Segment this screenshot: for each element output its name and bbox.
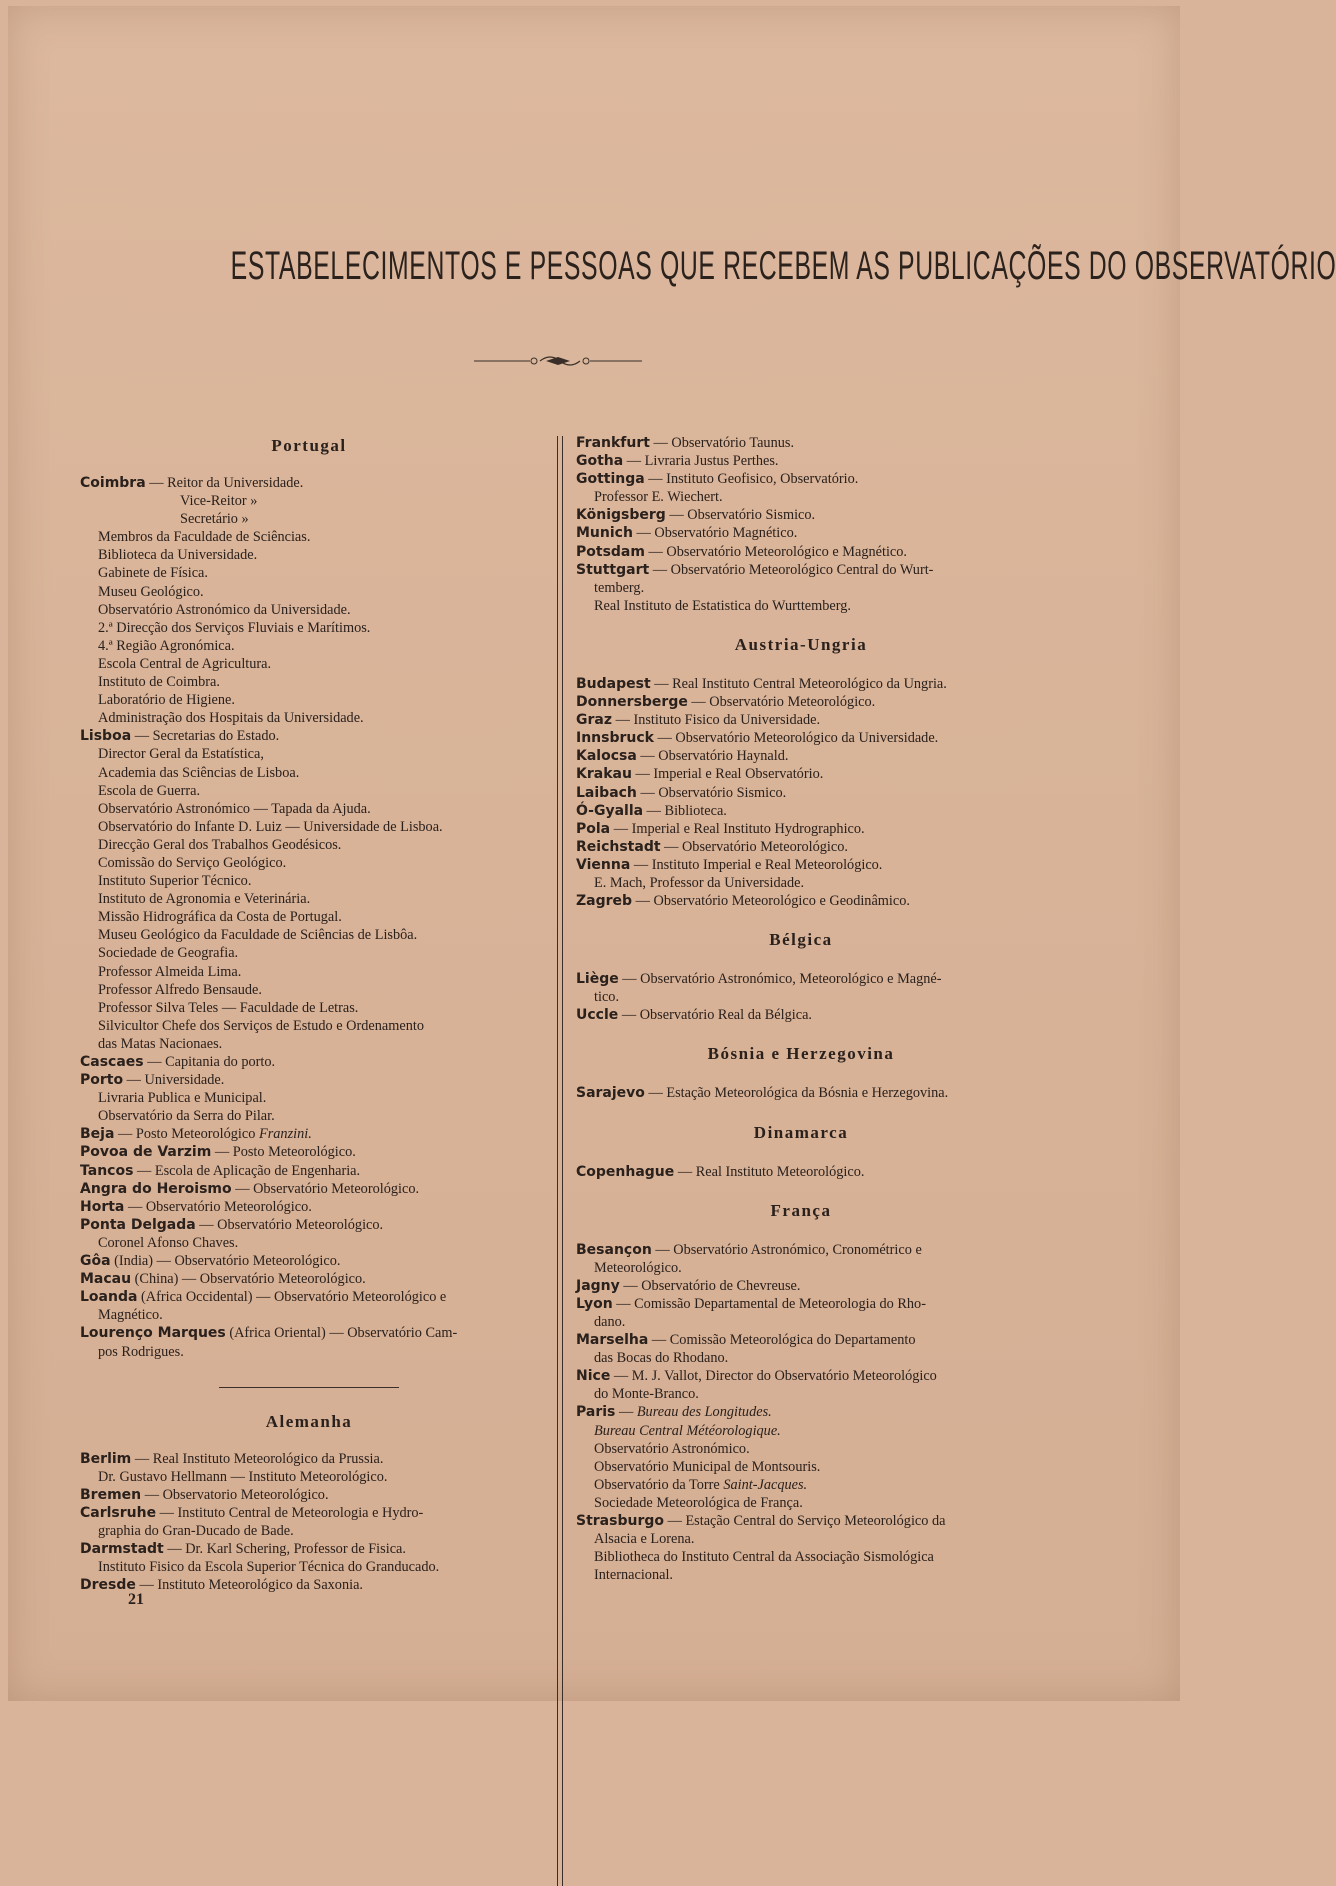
entry-text: Sociedade Meteorológica de França.: [594, 1494, 803, 1511]
place-name: Paris: [576, 1404, 616, 1421]
entry-text: (China) — Observatório Meteorológico.: [131, 1271, 366, 1288]
place-name: Uccle: [576, 1007, 619, 1024]
entry-line: [80, 1180, 538, 1198]
entry-text: Livraria Publica e Municipal.: [98, 1090, 267, 1107]
entry-line: [576, 1566, 1026, 1584]
entry-line: [80, 1288, 538, 1306]
place-name: Innsbruck: [576, 730, 654, 747]
entry-line: [576, 579, 1026, 597]
place-name: Budapest: [576, 675, 651, 692]
entry-line: [80, 1522, 538, 1540]
entry-text: Internacional.: [594, 1567, 673, 1584]
page-title: ESTABELECIMENTOS E PESSOAS QUE RECEBEM AS PUBLICAÇÕES DO OBSERVATÓRIO: [230, 244, 1336, 288]
section-heading: Alemanha: [265, 1411, 353, 1431]
entry-line: [576, 1313, 1026, 1331]
entry-text: Observatório Astronómico — Tapada da Ajuda.: [98, 800, 371, 817]
entry-text: Magnético.: [98, 1307, 163, 1324]
entry-text: — Observatório de Chevreuse.: [619, 1277, 801, 1294]
entry-text: — Estação Central do Serviço Meteorológico da: [664, 1513, 946, 1530]
entry-line: [576, 1422, 1026, 1440]
entry-text: — Imperial e Real Observatório.: [631, 766, 824, 783]
entry-text: — Observatório Meteorológico da Universidade.: [653, 730, 939, 747]
place-name: Kalocsa: [576, 748, 637, 765]
entry-text: Vice-Reitor »: [180, 493, 258, 510]
entry-line: [80, 655, 538, 673]
entry-line: [80, 872, 538, 890]
entry-text: — Secretarias do Estado.: [131, 728, 280, 745]
entry-text: Professor Alfredo Bensaude.: [98, 981, 262, 998]
entry-text: Instituto Fisico da Escola Superior Técnica do Granducado.: [98, 1559, 440, 1576]
place-name: Darmstadt: [80, 1541, 164, 1558]
entry-line: [576, 874, 1026, 892]
entry-line: [576, 543, 1026, 561]
entry-line: [80, 1089, 538, 1107]
entry-italic-text: Bureau des Longitudes.: [636, 1404, 772, 1421]
entry-text: — Comissão Departamental de Meteorologia do Rho-: [612, 1295, 926, 1312]
entry-line: [576, 1530, 1026, 1548]
entry-line: [80, 619, 538, 637]
entry-text: Instituto de Agronomia e Veterinária.: [98, 891, 311, 908]
entry-text: E. Mach, Professor da Universidade.: [594, 874, 805, 891]
entry-text: Observatório Municipal de Montsouris.: [594, 1458, 821, 1475]
entry-line: [576, 1277, 1026, 1295]
entry-line: [80, 1270, 538, 1288]
place-name: Graz: [576, 712, 612, 729]
entry-line: [80, 1252, 538, 1270]
entry-italic-text: Bureau Central Météorologique.: [594, 1422, 781, 1439]
entry-text: temberg.: [594, 579, 645, 596]
entry-line: [80, 1107, 538, 1125]
entry-line: [576, 1494, 1026, 1512]
entry-line: [576, 488, 1026, 506]
entry-text: Museu Geológico.: [98, 583, 204, 600]
entry-text: — Comissão Meteorológica do Departamento: [648, 1332, 916, 1349]
entry-text: — Observatório Meteorológico e Geodinâmico.: [632, 893, 910, 910]
entry-line: [80, 745, 538, 763]
entry-text: (Africa Occidental) — Observatório Meteorológico e: [137, 1289, 447, 1306]
place-name: Bremen: [80, 1486, 142, 1503]
entry-line: [80, 546, 538, 564]
entry-line: [576, 838, 1026, 856]
entry-line: [576, 1458, 1026, 1476]
place-name: Reichstadt: [576, 838, 661, 855]
entry-text: Director Geral da Estatística,: [98, 746, 264, 763]
entry-text: Secretário »: [180, 511, 249, 528]
entry-line: [576, 1440, 1026, 1458]
place-name: Lisboa: [80, 728, 132, 745]
right-column: [576, 434, 1026, 1584]
place-name: Stuttgart: [576, 561, 650, 578]
entry-line: [80, 764, 538, 782]
place-name: Dresde: [80, 1577, 136, 1594]
entry-line: [576, 747, 1026, 765]
entry-text: Observatório Astronómico da Universidade.: [98, 601, 351, 618]
entry-text: — Observatório Taunus.: [649, 435, 795, 451]
entry-line: [80, 1143, 538, 1161]
place-name: Sarajevo: [576, 1085, 645, 1102]
entry-text: Biblioteca da Universidade.: [98, 547, 258, 564]
place-name: Besançon: [576, 1241, 652, 1258]
entry-text: tico.: [594, 989, 620, 1006]
entry-text: Professor E. Wiechert.: [594, 489, 723, 506]
entry-line: [80, 1450, 538, 1468]
entry-text: —: [615, 1404, 637, 1421]
place-name: Zagreb: [576, 893, 633, 910]
entry-text: Instituto Superior Técnico.: [98, 873, 252, 890]
entry-text: Bibliotheca do Instituto Central da Associação Sismológica: [594, 1549, 934, 1566]
entry-text: Escola Central de Agricultura.: [98, 655, 272, 672]
place-name: Beja: [80, 1126, 115, 1143]
place-name: Potsdam: [576, 543, 645, 560]
entry-text: Membros da Faculdade de Sciências.: [98, 529, 311, 546]
entry-text: Professor Silva Teles — Faculdade de Letras.: [98, 999, 359, 1016]
entry-text: — Instituto Meteorológico da Saxonia.: [135, 1577, 363, 1594]
entry-line: [80, 727, 538, 745]
entry-line: [576, 711, 1026, 729]
place-name: Marselha: [576, 1332, 649, 1349]
place-name: Tancos: [80, 1162, 134, 1179]
place-name: Ó-Gyalla: [576, 802, 644, 819]
place-name: Loanda: [80, 1289, 138, 1306]
entry-text: Comissão do Serviço Geológico.: [98, 854, 287, 871]
column-divider: [557, 436, 563, 1886]
entry-text: — Posto Meteorológico.: [211, 1144, 356, 1161]
entry-line: [80, 854, 538, 872]
entry-text: — M. J. Vallot, Director do Observatório Meteorológico: [610, 1368, 937, 1385]
section-heading: Bélgica: [769, 930, 833, 950]
section-heading: Bósnia e Herzegovina: [707, 1044, 895, 1064]
entry-line: [80, 818, 538, 836]
entry-text: Academia das Sciências de Lisboa.: [98, 764, 300, 781]
entry-line: [80, 1468, 538, 1486]
entry-text: Museu Geológico da Faculdade de Sciências de Lisbôa.: [98, 927, 418, 944]
entry-line: [80, 944, 538, 962]
entry-text: — Real Instituto Meteorológico da Prussia.: [131, 1450, 384, 1467]
entry-text: — Observatório Haynald.: [636, 748, 789, 765]
place-name: Porto: [80, 1072, 124, 1089]
entry-text: — Observatório Magnético.: [632, 525, 798, 542]
entry-text: — Observatório Meteorológico.: [231, 1180, 420, 1197]
place-name: Krakau: [576, 766, 632, 783]
place-name: Frankfurt: [576, 435, 650, 451]
entry-line: [576, 1241, 1026, 1259]
entry-text: dano.: [594, 1314, 626, 1330]
entry-line: [80, 800, 538, 818]
entry-line: [576, 1295, 1026, 1313]
entry-text: Dr. Gustavo Hellmann — Instituto Meteorológico.: [98, 1468, 388, 1485]
entry-text: graphia do Gran-Ducado de Bade.: [98, 1522, 294, 1539]
place-name: Vienna: [576, 856, 631, 873]
entry-line: [80, 1216, 538, 1234]
section-heading: França: [770, 1200, 832, 1220]
entry-line: [576, 856, 1026, 874]
entry-text: Missão Hidrográfica da Costa de Portugal.: [98, 909, 342, 926]
place-name: Cascaes: [80, 1054, 144, 1070]
entry-text: — Posto Meteorológico: [114, 1126, 259, 1143]
entry-line: [80, 1324, 538, 1342]
entry-text: Administração dos Hospitais da Universidade.: [98, 710, 364, 727]
place-name: Lyon: [576, 1295, 613, 1312]
entry-line: [576, 729, 1026, 747]
entry-text: — Universidade.: [123, 1072, 225, 1089]
place-name: Munich: [576, 525, 633, 542]
entry-text: (Africa Oriental) — Observatório Cam-: [225, 1325, 458, 1342]
entry-text: — Observatório Meteorológico.: [660, 838, 848, 855]
entry-text: das Matas Nacionaes.: [98, 1035, 223, 1052]
entry-text: — Observatório Real da Bélgica.: [618, 1007, 813, 1024]
entry-text: Escola de Guerra.: [98, 782, 201, 799]
entry-text: — Imperial e Real Instituto Hydrographico.: [610, 820, 865, 837]
entry-line: [576, 1259, 1026, 1277]
place-name: Liège: [576, 971, 619, 988]
entry-line: [80, 583, 538, 601]
entry-line: [80, 1125, 538, 1143]
entry-line: [80, 1162, 538, 1180]
place-name: Lourenço Marques: [80, 1325, 226, 1342]
entry-line: [80, 908, 538, 926]
place-name: Gotha: [576, 453, 624, 470]
entry-line: [576, 765, 1026, 783]
entry-line: [576, 1163, 1026, 1181]
entry-text: — Instituto Central de Meteorologia e Hydro-: [156, 1504, 424, 1521]
entry-line: [576, 802, 1026, 820]
entry-line: [80, 474, 538, 492]
entry-italic-text: Franzini.: [258, 1126, 312, 1143]
place-name: Nice: [576, 1368, 611, 1385]
entry-text: (India) — Observatório Meteorológico.: [110, 1253, 341, 1270]
ornament-divider: [474, 351, 642, 371]
entry-line: [80, 1504, 538, 1522]
place-name: Berlim: [80, 1450, 132, 1467]
entry-text: 2.ª Direcção dos Serviços Fluviais e Marítimos.: [98, 619, 371, 636]
entry-line: [80, 963, 538, 981]
entry-line: [576, 820, 1026, 838]
place-name: Gôa: [80, 1253, 111, 1270]
entry-line: [80, 601, 538, 619]
entry-line: [576, 1548, 1026, 1566]
entry-text: — Observatório Sismico.: [665, 507, 816, 524]
entry-text: Direcção Geral dos Trabalhos Geodésicos.: [98, 836, 342, 853]
place-name: Gottinga: [576, 471, 645, 488]
entry-line: [576, 1331, 1026, 1349]
entry-italic-text: Saint-Jacques.: [723, 1476, 808, 1493]
entry-line: [576, 1349, 1026, 1367]
entry-line: [80, 890, 538, 908]
entry-line: [80, 1053, 538, 1071]
entry-line: [576, 1006, 1026, 1024]
entry-line: [576, 970, 1026, 988]
place-name: Laibach: [576, 784, 637, 801]
place-name: Macau: [80, 1271, 132, 1288]
entry-line: [576, 434, 1026, 452]
entry-text: — Capitania do porto.: [143, 1054, 276, 1070]
entry-line: [576, 675, 1026, 693]
entry-line: [576, 693, 1026, 711]
entry-line: [576, 1385, 1026, 1403]
entry-text: — Observatório Meteorológico Central do Wurt-: [649, 561, 934, 578]
page-number: 21: [128, 1591, 144, 1608]
entry-line: [80, 836, 538, 854]
entry-text: — Instituto Fisico da Universidade.: [612, 712, 821, 729]
entry-text: — Instituto Geofisico, Observatório.: [644, 471, 859, 488]
entry-text: — Observatório Meteorológico.: [195, 1216, 384, 1233]
place-name: Horta: [80, 1198, 125, 1215]
entry-line: [576, 1084, 1026, 1102]
entry-line: [80, 691, 538, 709]
entry-text: Real Instituto de Estatistica do Wurttemberg.: [594, 597, 851, 614]
entry-line: [80, 492, 538, 510]
document-page: [8, 6, 1336, 1701]
entry-line: [80, 1198, 538, 1216]
place-name: Angra do Heroismo: [80, 1180, 232, 1197]
entry-text: — Observatorio Meteorológico.: [141, 1486, 329, 1503]
left-column: [80, 436, 538, 1594]
entry-text: — Observatório Astronómico, Cronométrico e: [651, 1241, 922, 1258]
entry-text: Alsacia e Lorena.: [594, 1531, 695, 1548]
place-name: Ponta Delgada: [80, 1216, 196, 1233]
entry-line: [80, 999, 538, 1017]
entry-text: Gabinete de Física.: [98, 565, 208, 582]
entry-text: — Real Instituto Central Meteorológico da Ungria.: [650, 675, 947, 692]
entry-line: [80, 1576, 538, 1594]
entry-line: [576, 524, 1026, 542]
entry-line: [80, 1071, 538, 1089]
entry-line: [80, 709, 538, 727]
entry-line: [80, 1558, 538, 1576]
entry-text: Instituto de Coimbra.: [98, 674, 220, 691]
entry-text: do Monte-Branco.: [594, 1386, 699, 1403]
entry-text: Observatório da Serra do Pilar.: [98, 1108, 275, 1125]
entry-text: Sociedade de Geografia.: [98, 945, 239, 962]
entry-line: [80, 1035, 538, 1053]
place-name: Königsberg: [576, 507, 666, 524]
entry-line: [80, 1017, 538, 1035]
place-name: Coimbra: [80, 475, 146, 491]
entry-line: [80, 673, 538, 691]
entry-line: [80, 1306, 538, 1324]
entry-text: Meteorológico.: [594, 1259, 682, 1276]
entry-line: [80, 981, 538, 999]
entry-line: [80, 510, 538, 528]
entry-text: — Observatório Meteorológico.: [687, 694, 876, 711]
entry-line: [576, 452, 1026, 470]
entry-line: [576, 561, 1026, 579]
entry-line: [576, 1403, 1026, 1421]
place-name: Jagny: [576, 1277, 620, 1294]
entry-line: [80, 1343, 538, 1361]
place-name: Copenhague: [576, 1163, 675, 1180]
entry-text: das Bocas do Rhodano.: [594, 1350, 729, 1367]
entry-line: [80, 926, 538, 944]
place-name: Povoa de Varzim: [80, 1144, 212, 1161]
section-heading: Austria-Ungria: [734, 634, 868, 654]
entry-line: [80, 1540, 538, 1558]
entry-text: — Escola de Aplicação de Engenharia.: [133, 1162, 361, 1179]
place-name: Pola: [576, 820, 611, 837]
entry-text: Observatório Astronómico.: [594, 1440, 750, 1457]
entry-line: [80, 528, 538, 546]
entry-line: [576, 784, 1026, 802]
entry-text: — Instituto Imperial e Real Meteorológico.: [630, 856, 883, 873]
entry-text: Coronel Afonso Chaves.: [98, 1234, 239, 1251]
entry-text: — Real Instituto Meteorológico.: [674, 1163, 865, 1180]
entry-text: — Observatório Sismico.: [636, 784, 787, 801]
entry-line: [576, 506, 1026, 524]
section-heading: Portugal: [271, 436, 347, 455]
entry-text: — Observatório Meteorológico.: [124, 1198, 312, 1215]
entry-text: Observatório do Infante D. Luiz — Universidade de Lisboa.: [98, 818, 443, 835]
entry-line: [80, 782, 538, 800]
entry-line: [576, 470, 1026, 488]
entry-line: [576, 988, 1026, 1006]
entry-text: — Observatório Meteorológico e Magnético.: [644, 543, 908, 560]
entry-line: [576, 1512, 1026, 1530]
section-rule: [219, 1387, 399, 1388]
place-name: Donnersberge: [576, 694, 688, 711]
entry-line: [80, 1486, 538, 1504]
entry-line: [576, 892, 1026, 910]
entry-line: [80, 1234, 538, 1252]
entry-text: — Reitor da Universidade.: [145, 475, 304, 491]
entry-text: Silvicultor Chefe dos Serviços de Estudo e Ordenamento: [98, 1017, 424, 1034]
entry-text: — Dr. Karl Schering, Professor de Fisica.: [163, 1541, 406, 1558]
entry-line: [80, 637, 538, 655]
entry-line: [576, 1476, 1026, 1494]
entry-text: — Observatório Astronómico, Meteorológico e Magné-: [618, 971, 942, 988]
entry-text: — Livraria Justus Perthes.: [623, 453, 779, 470]
entry-text: 4.ª Região Agronómica.: [98, 637, 235, 654]
entry-text: pos Rodrigues.: [98, 1343, 184, 1360]
entry-text: — Biblioteca.: [643, 802, 727, 819]
entry-text: Professor Almeida Lima.: [98, 963, 242, 980]
entry-line: [80, 564, 538, 582]
entry-line: [576, 597, 1026, 615]
place-name: Strasburgo: [576, 1513, 664, 1530]
place-name: Carlsruhe: [80, 1504, 157, 1521]
entry-text: Observatório da Torre: [594, 1476, 724, 1493]
section-heading: Dinamarca: [753, 1122, 849, 1142]
entry-line: [576, 1367, 1026, 1385]
entry-text: — Estação Meteorológica da Bósnia e Herzegovina.: [644, 1085, 949, 1102]
entry-text: Laboratório de Higiene.: [98, 692, 235, 709]
